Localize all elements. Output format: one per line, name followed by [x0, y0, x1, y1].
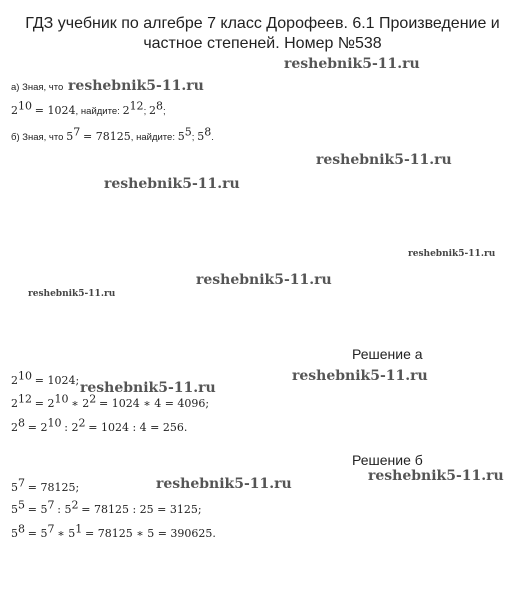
math-term: ∗ 5 — [57, 527, 76, 540]
math-rest: = 1024; — [34, 374, 80, 387]
math-exponent: 10 — [54, 392, 69, 406]
task-b-line — [11, 125, 214, 143]
task-a-intro-line — [11, 78, 204, 94]
math-base: 2 — [11, 421, 18, 434]
math-base: 5 — [11, 503, 18, 516]
math-base: 2 — [122, 104, 130, 117]
watermark: reshebnik5-11.ru — [156, 476, 292, 492]
solution-a-heading: Решение а — [352, 346, 423, 362]
watermark: reshebnik5-11.ru — [196, 272, 332, 288]
separator: ; — [143, 106, 147, 117]
math-term: = 2 — [27, 421, 48, 434]
watermark: reshebnik5-11.ru — [80, 380, 216, 396]
math-exponent: 7 — [18, 476, 25, 490]
math-exponent: 5 — [18, 498, 25, 512]
separator: ; — [162, 106, 166, 117]
solution-b-line-2 — [11, 498, 202, 516]
math-exponent: 8 — [18, 522, 25, 536]
math-term: : 2 — [64, 421, 79, 434]
math-base: 2 — [11, 397, 18, 410]
math-rhs: = 1024 — [34, 104, 76, 117]
solution-b-heading: Решение б — [352, 452, 423, 468]
math-exponent: 8 — [204, 125, 212, 139]
separator: , — [130, 132, 134, 143]
math-rest: = 1024 ∗ 4 = 4096; — [99, 397, 210, 410]
math-exponent: 7 — [47, 522, 55, 536]
math-exponent: 2 — [71, 498, 79, 512]
math-rest: = 78125; — [27, 481, 80, 494]
solution-b-line-3 — [11, 522, 216, 540]
math-term: = 5 — [27, 527, 48, 540]
math-exponent: 7 — [73, 125, 81, 139]
math-rest: = 1024 : 4 = 256. — [88, 421, 188, 434]
solution-a-line-2 — [11, 392, 210, 410]
watermark: reshebnik5-11.ru — [368, 468, 504, 484]
math-exponent: 10 — [18, 369, 32, 383]
solution-b-line-1 — [11, 476, 80, 494]
solution-a-line-1 — [11, 369, 80, 387]
task-a-given-line — [11, 99, 166, 117]
math-base: 5 — [66, 130, 74, 143]
math-rest: = 78125 : 25 = 3125; — [81, 503, 202, 516]
math-term: : 5 — [57, 503, 72, 516]
math-base: 2 — [11, 374, 18, 387]
math-exponent: 1 — [75, 522, 83, 536]
math-exponent: 2 — [89, 392, 97, 406]
math-base: 5 — [11, 481, 18, 494]
math-exponent: 10 — [18, 99, 32, 113]
math-exponent: 12 — [129, 99, 144, 113]
page-title: ГДЗ учебник по алгебре 7 класс Дорофеев. 6.1 Произведение и частное степеней. Номер №538 — [25, 15, 500, 52]
find-label: найдите: — [80, 106, 120, 117]
math-exponent: 2 — [78, 416, 86, 430]
watermark: reshebnik5-11.ru — [284, 56, 420, 72]
watermark: reshebnik5-11.ru — [68, 78, 204, 94]
watermark: reshebnik5-11.ru — [408, 249, 496, 259]
math-exponent: 5 — [184, 125, 192, 139]
watermark: reshebnik5-11.ru — [292, 368, 428, 384]
watermark: reshebnik5-11.ru — [104, 176, 240, 192]
math-exponent: 12 — [18, 392, 32, 406]
math-base: 5 — [197, 130, 205, 143]
math-exponent: 10 — [47, 416, 62, 430]
find-label: найдите: — [136, 132, 175, 143]
math-rest: = 78125 ∗ 5 = 390625. — [85, 527, 216, 540]
math-term: = 2 — [34, 397, 55, 410]
math-exponent: 8 — [155, 99, 163, 113]
math-term: = 5 — [27, 503, 48, 516]
math-exponent: 7 — [47, 498, 55, 512]
separator: ; — [191, 132, 195, 143]
task-b-intro: б) Зная, что — [11, 132, 64, 143]
math-rhs: = 78125 — [82, 130, 131, 143]
solution-a-line-3 — [11, 416, 188, 434]
math-term: ∗ 2 — [71, 397, 90, 410]
math-base: 2 — [148, 104, 156, 117]
math-exponent: 8 — [18, 416, 25, 430]
watermark: reshebnik5-11.ru — [316, 152, 452, 168]
task-a-intro: а) Зная, что — [11, 82, 64, 93]
separator: . — [211, 132, 214, 143]
watermark: reshebnik5-11.ru — [28, 289, 116, 299]
math-base: 2 — [11, 104, 18, 117]
separator: , — [75, 106, 79, 117]
math-base: 5 — [177, 130, 185, 143]
math-base: 5 — [11, 527, 18, 540]
